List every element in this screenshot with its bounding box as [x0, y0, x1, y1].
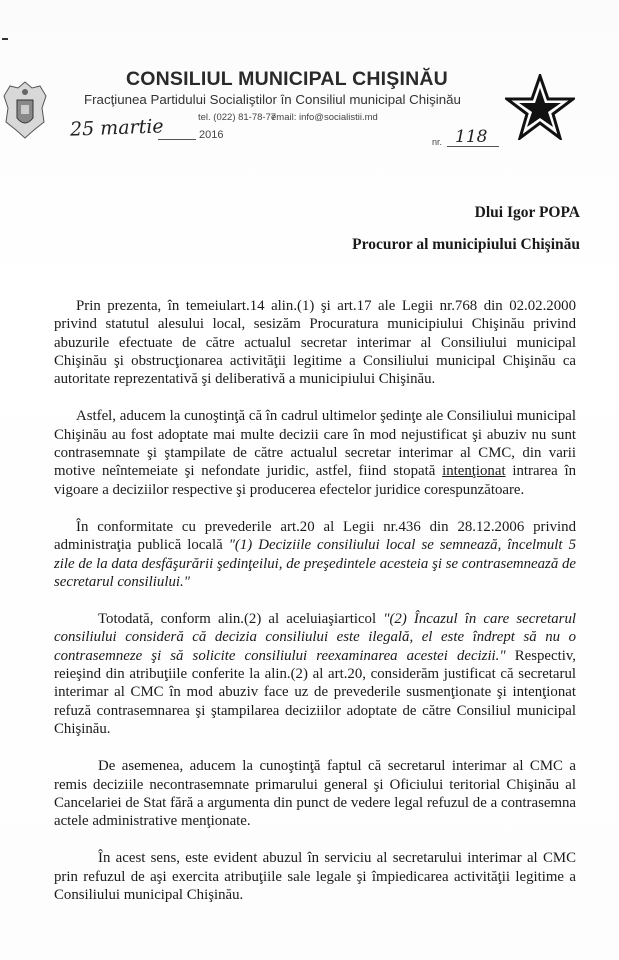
law-quote-2: "(2) Încazul în care secretarul consiliului consideră că decizia consiliului este ilegală, el este îndrept să nu o contrasemneze şi să solicite consiliului reexaminarea acestei decizii.": [54, 611, 576, 664]
underlined-word: intenţionat: [442, 463, 506, 480]
paragraph-3: [54, 518, 576, 591]
paragraph-4: [54, 610, 576, 738]
date-underline: [158, 139, 196, 140]
coat-of-arms-icon: [2, 78, 48, 142]
paragraph-1: Prin prezenta, în temeiulart.14 alin.(1) şi art.17 ale Legii nr.768 din 02.02.2000 privind statutul alesului local, sesizăm Procuratura municipiului Chişinău privind abuzurile efectuate de către actualul secretar interimar al Consiliului municipal Chişinău şi obstrucţionarea activităţii legitime a Consiliului municipal Chişinău ca autoritate reprezentativă şi deliberativă a municipiului Chişinău.: [54, 298, 576, 388]
organization-subtitle: Fracţiunea Partidului Socialiştilor în Consiliul municipal Chişinău: [84, 92, 461, 107]
letter-body: [54, 297, 576, 904]
recipient-name: Dlui Igor POPA: [474, 204, 580, 221]
paragraph-2-text-a: Astfel, aducem la cunoştinţă că în cadrul ultimelor şedinţe ale Consiliului municipal Chişinău au fost adoptate mai multe decizii care în mod nejustificat şi abuziv nu sunt contrasemnate şi ştampilate de către actualul secretar interimar al CMC, din varii motive neîntemeiate şi nefondate juridic, astfel, fiind stopată: [54, 408, 576, 480]
registration-number-label: nr.: [432, 137, 443, 147]
date-year: 2016: [199, 129, 224, 141]
organization-email: email: info@socialistii.md: [271, 112, 378, 123]
paragraph-5: De asemenea, aducem la cunoştinţă faptul că secretarul interimar al CMC a remis deciziile necontrasemnate primarului general şi Oficiului teritorial Chişinău al Cancelariei de Stat fără a argumenta din punct de vedere legal refuzul de a contrasemna actele administrative menţionate.: [54, 758, 576, 830]
paragraph-4-text-a: Totodată, conform alin.(2) al aceluiaşiarticol: [98, 611, 384, 628]
star-icon: [505, 74, 575, 140]
handwritten-date: 25 martie: [69, 115, 164, 141]
organization-name: CONSILIUL MUNICIPAL CHIŞINĂU: [126, 68, 448, 90]
registration-number: 118: [455, 127, 488, 147]
law-quote-1: "(1) Deciziile consiliului local se semnează, încelmult 5 zile de la data desfăşurării şedinţeilui, de preşedintele acesteia şi se contrasemnează de secretarul consiliului.": [54, 537, 576, 590]
paragraph-3-text: În conformitate cu prevederile art.20 al Legii nr.436 din 28.12.2006 privind administraţia publică locală: [54, 518, 576, 554]
paragraph-2: [54, 407, 576, 498]
paragraph-4-text-b: Respectiv, reieşind din atribuţiile conferite la alin.(2) al art.20, considerăm justificat că secretarul interimar al CMC în mod abuziv face uz de prevederile susmenţionate şi intenţionat refuză contrasemnarea şi ştampilarea deciziilor adoptate de către Consiliul municipal Chişinău.: [54, 647, 576, 737]
paragraph-6: În acest sens, este evident abuzul în serviciu al secretarului interimar al CMC prin refuzul de aşi exercita atribuţiile sale legale şi împiedicarea activităţii legitime a Consiliului municipal Chişinău.: [54, 850, 576, 904]
paragraph-2-text-b: intrarea în vigoare a deciziilor respective şi producerea efectelor juridice corespunzătoare.: [54, 463, 576, 498]
recipient-title: Procuror al municipiului Chişinău: [352, 236, 580, 253]
organization-phone: tel. (022) 81-78-77: [198, 112, 277, 123]
scan-edge-mark: [2, 38, 8, 40]
